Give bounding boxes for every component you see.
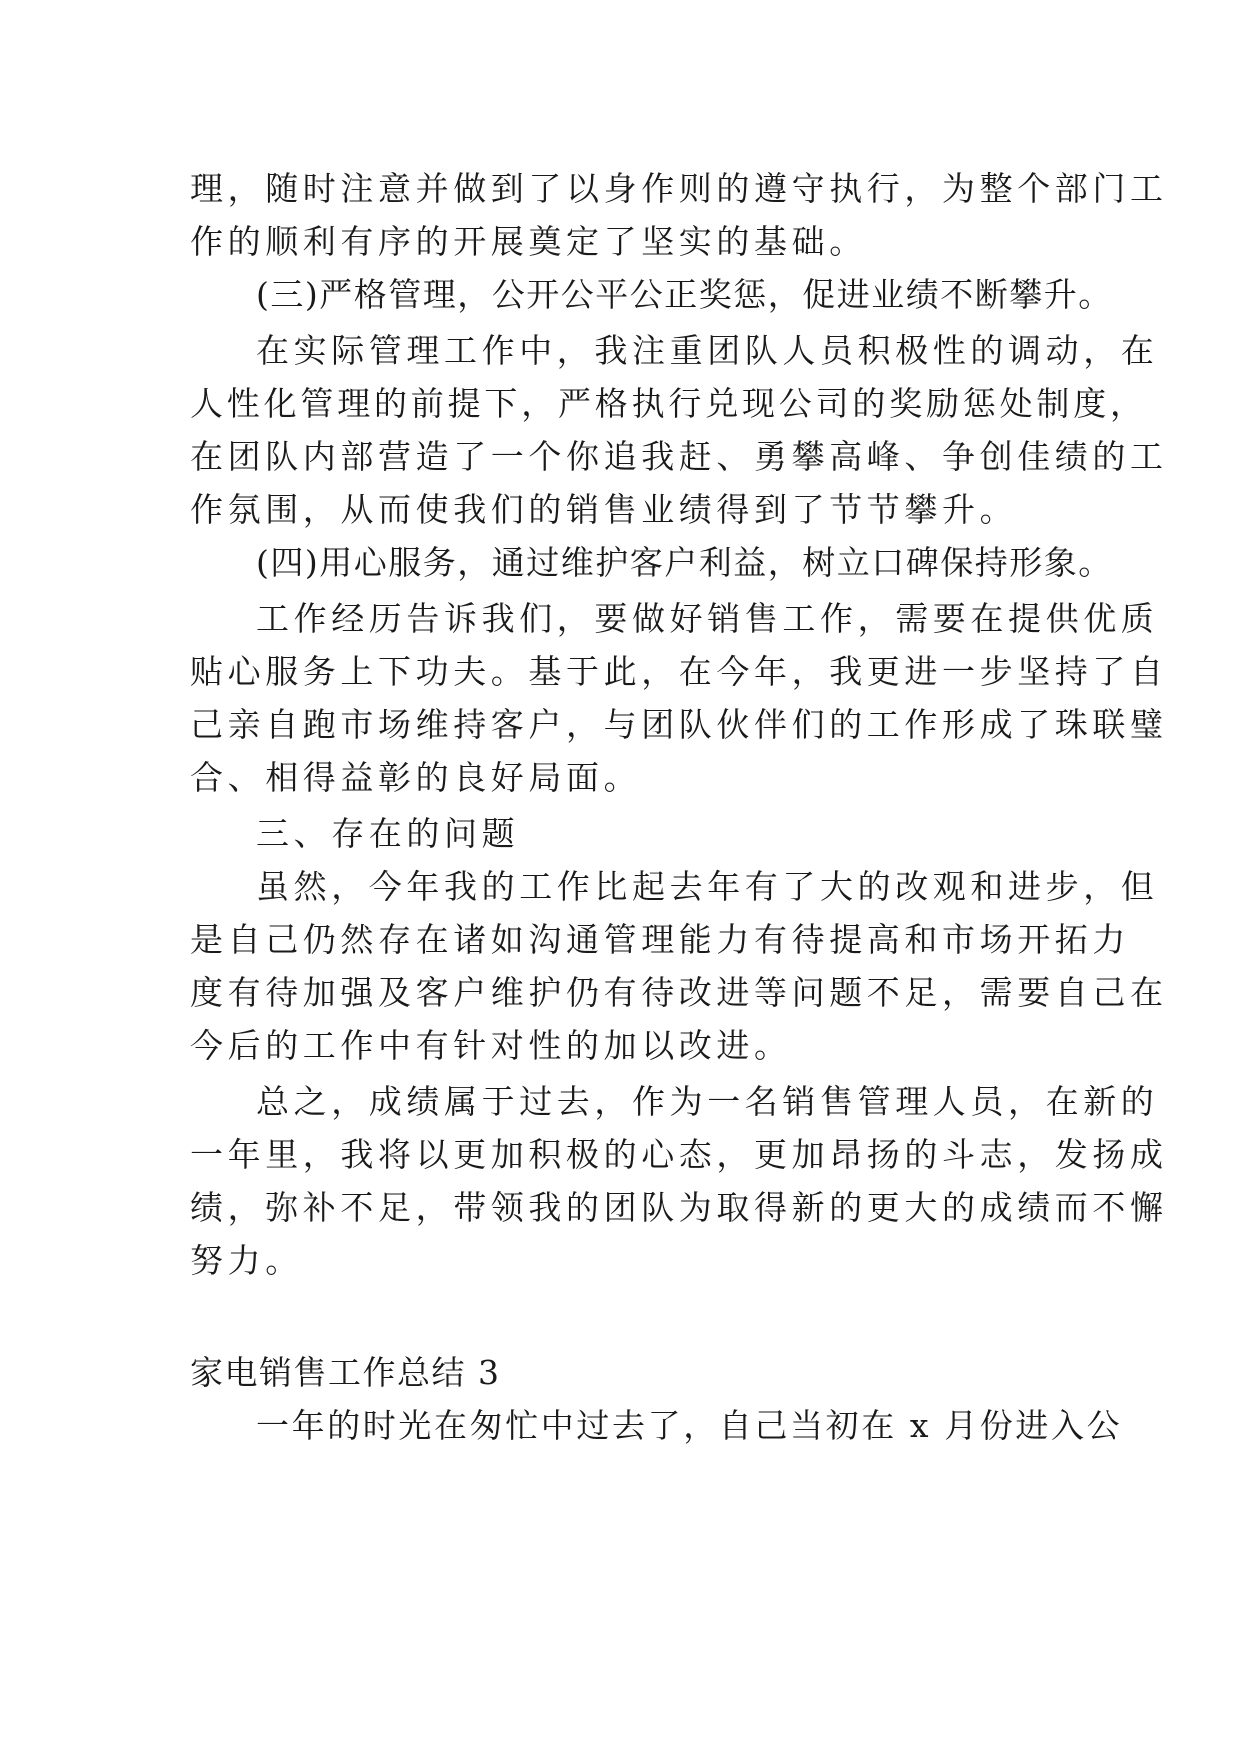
- text-line: 一年里，我将以更加积极的心态，更加昂扬的斗志，发扬成: [190, 1135, 1168, 1174]
- text-line: 合、相得益彰的良好局面。: [190, 758, 642, 797]
- text-line: 工作经历告诉我们，要做好销售工作，需要在提供优质: [256, 599, 1159, 638]
- text-line: 作的顺利有序的开展奠定了坚实的基础。: [190, 222, 867, 261]
- text-line: 作氛围，从而使我们的销售业绩得到了节节攀升。: [190, 490, 1018, 529]
- section-heading: 三、存在的问题: [256, 814, 520, 853]
- text-line: 己亲自跑市场维持客户，与团队伙伴们的工作形成了珠联璧: [190, 705, 1168, 744]
- text-line: 总之，成绩属于过去，作为一名销售管理人员，在新的: [256, 1082, 1159, 1121]
- text-line: 今后的工作中有针对性的加以改进。: [190, 1026, 792, 1065]
- text-line: 人性化管理的前提下，严格执行兑现公司的奖励惩处制度，: [190, 384, 1147, 423]
- text-line: 绩，弥补不足，带领我的团队为取得新的更大的成绩而不懈: [190, 1188, 1168, 1227]
- text-line: 一年的时光在匆忙中过去了，自己当初在 x 月份进入公: [256, 1406, 1123, 1445]
- text-line: 理，随时注意并做到了以身作则的遵守执行，为整个部门工: [190, 169, 1168, 208]
- subheading-line: (三)严格管理，公开公平公正奖惩，促进业绩不断攀升。: [256, 275, 1113, 314]
- text-line: 在团队内部营造了一个你追我赶、勇攀高峰、争创佳绩的工: [190, 437, 1168, 476]
- text-line: 努力。: [190, 1241, 303, 1280]
- text-line: 虽然，今年我的工作比起去年有了大的改观和进步，但: [256, 867, 1159, 906]
- subheading-line: (四)用心服务，通过维护客户利益，树立口碑保持形象。: [256, 543, 1113, 582]
- text-line: 贴心服务上下功夫。基于此，在今年，我更进一步坚持了自: [190, 652, 1168, 691]
- text-line: 是自己仍然存在诸如沟通管理能力有待提高和市场开拓力: [190, 920, 1130, 959]
- text-line: 度有待加强及客户维护仍有待改进等问题不足，需要自己在: [190, 973, 1168, 1012]
- section-title: 家电销售工作总结 3: [190, 1353, 501, 1392]
- text-line: 在实际管理工作中，我注重团队人员积极性的调动，在: [256, 331, 1159, 370]
